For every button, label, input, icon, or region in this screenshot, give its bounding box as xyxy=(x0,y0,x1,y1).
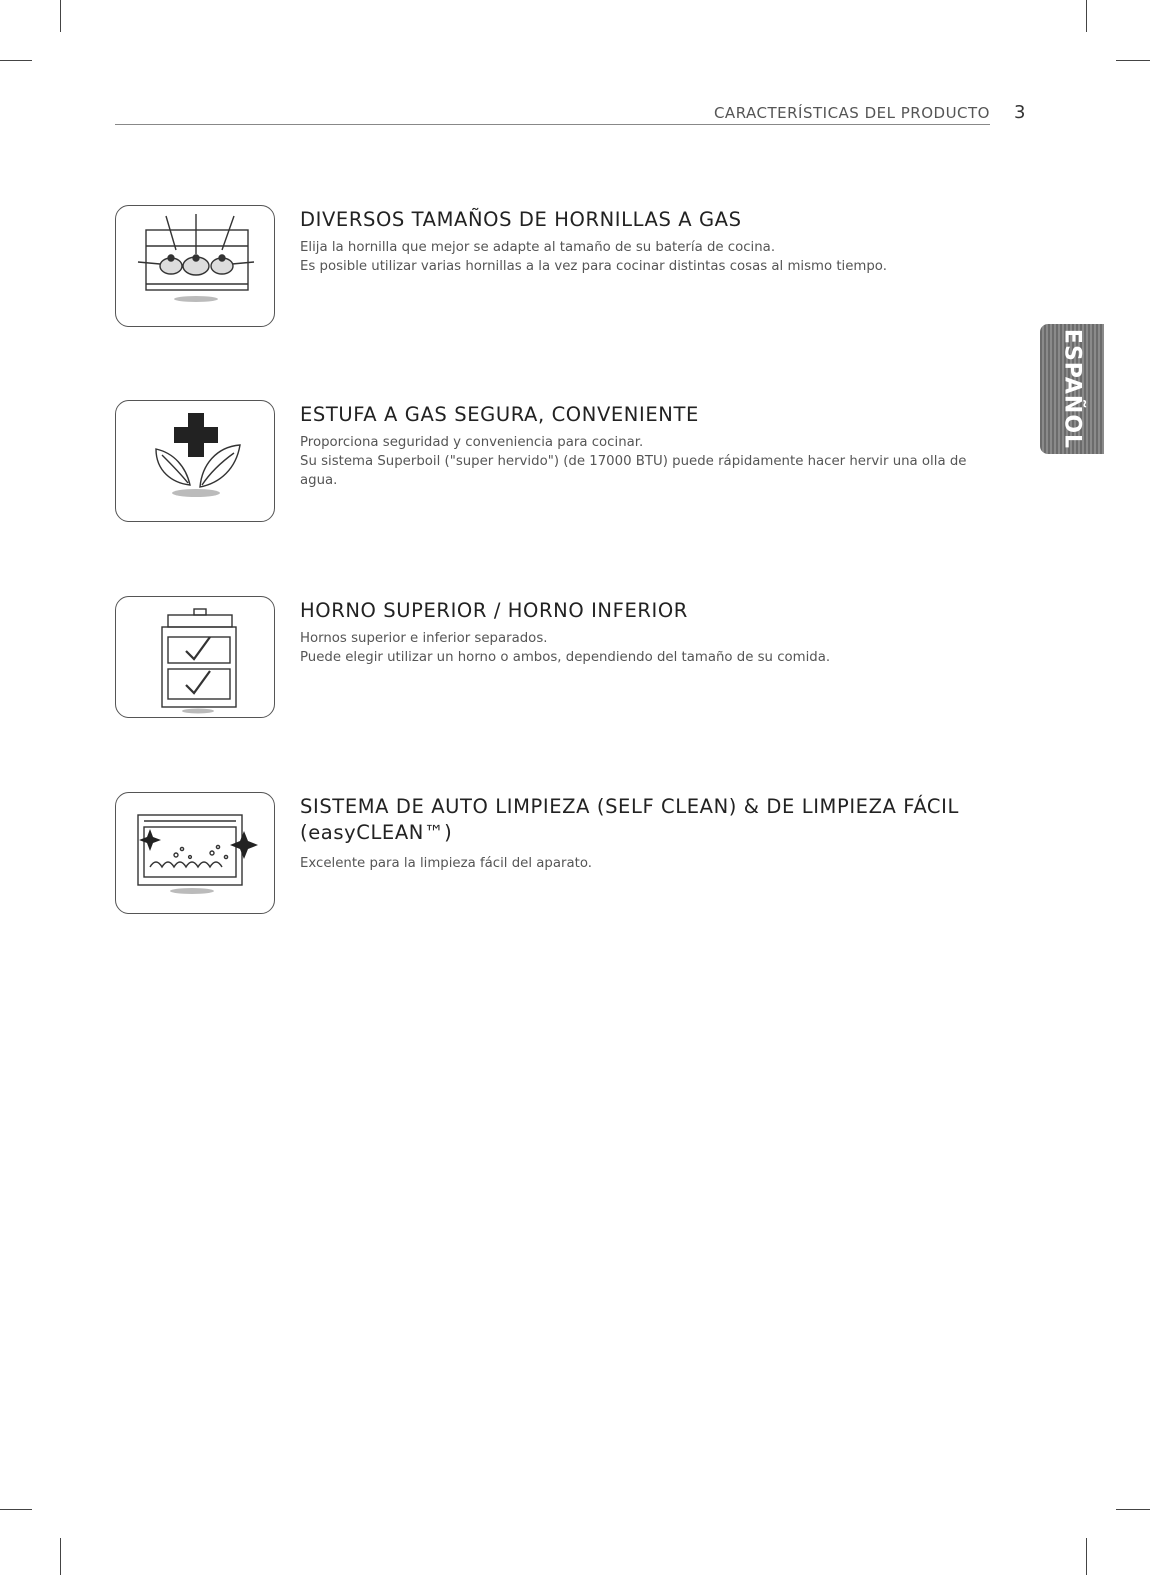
safety-leaf-icon xyxy=(115,400,275,522)
crop-mark xyxy=(1116,60,1150,61)
double-oven-icon xyxy=(115,596,275,718)
crop-mark xyxy=(60,1538,61,1575)
feature-text-line: Puede elegir utilizar un horno o ambos, dependiendo del tamaño de su comida. xyxy=(300,650,831,665)
oven-cleaning-icon xyxy=(115,792,275,914)
crop-mark xyxy=(60,0,61,32)
feature-gas-burners xyxy=(115,205,1005,330)
feature-text-line: Su sistema Superboil ("super hervido") (de 17000 BTU) puede rápidamente hacer hervir una olla de agua. xyxy=(300,454,967,488)
crop-mark xyxy=(1116,1509,1150,1510)
feature-title: DIVERSOS TAMAÑOS DE HORNILLAS A GAS xyxy=(300,208,742,231)
feature-title: ESTUFA A GAS SEGURA, CONVENIENTE xyxy=(300,403,699,426)
feature-text-line: Hornos superior e inferior separados. xyxy=(300,631,548,646)
feature-double-oven xyxy=(115,596,1005,721)
language-tab-label: ESPAÑOL xyxy=(1059,328,1085,450)
feature-text-line: Excelente para la limpieza fácil del aparato. xyxy=(300,856,592,871)
feature-description xyxy=(300,629,1005,667)
crop-mark xyxy=(0,60,32,61)
crop-mark xyxy=(1086,1538,1087,1575)
section-header: CARACTERÍSTICAS DEL PRODUCTO xyxy=(713,104,990,122)
language-tab xyxy=(1040,324,1104,454)
feature-text-line: Elija la hornilla que mejor se adapte al tamaño de su batería de cocina. xyxy=(300,240,776,255)
page-number: 3 xyxy=(1014,102,1026,123)
crop-mark xyxy=(0,1509,32,1510)
header-rule xyxy=(115,124,990,125)
feature-title: HORNO SUPERIOR / HORNO INFERIOR xyxy=(300,599,688,622)
feature-safe-stove xyxy=(115,400,1005,525)
gas-burners-icon xyxy=(115,205,275,327)
feature-title: SISTEMA DE AUTO LIMPIEZA (SELF CLEAN) & DE LIMPIEZA FÁCIL (easyCLEAN™) xyxy=(300,795,959,844)
feature-text-line: Proporciona seguridad y conveniencia para cocinar. xyxy=(300,435,644,450)
feature-self-clean xyxy=(115,792,1005,917)
feature-description xyxy=(300,854,1005,873)
feature-text-line: Es posible utilizar varias hornillas a la vez para cocinar distintas cosas al mismo tiempo. xyxy=(300,259,887,274)
feature-description xyxy=(300,238,1005,276)
feature-description xyxy=(300,433,1005,490)
crop-mark xyxy=(1086,0,1087,32)
